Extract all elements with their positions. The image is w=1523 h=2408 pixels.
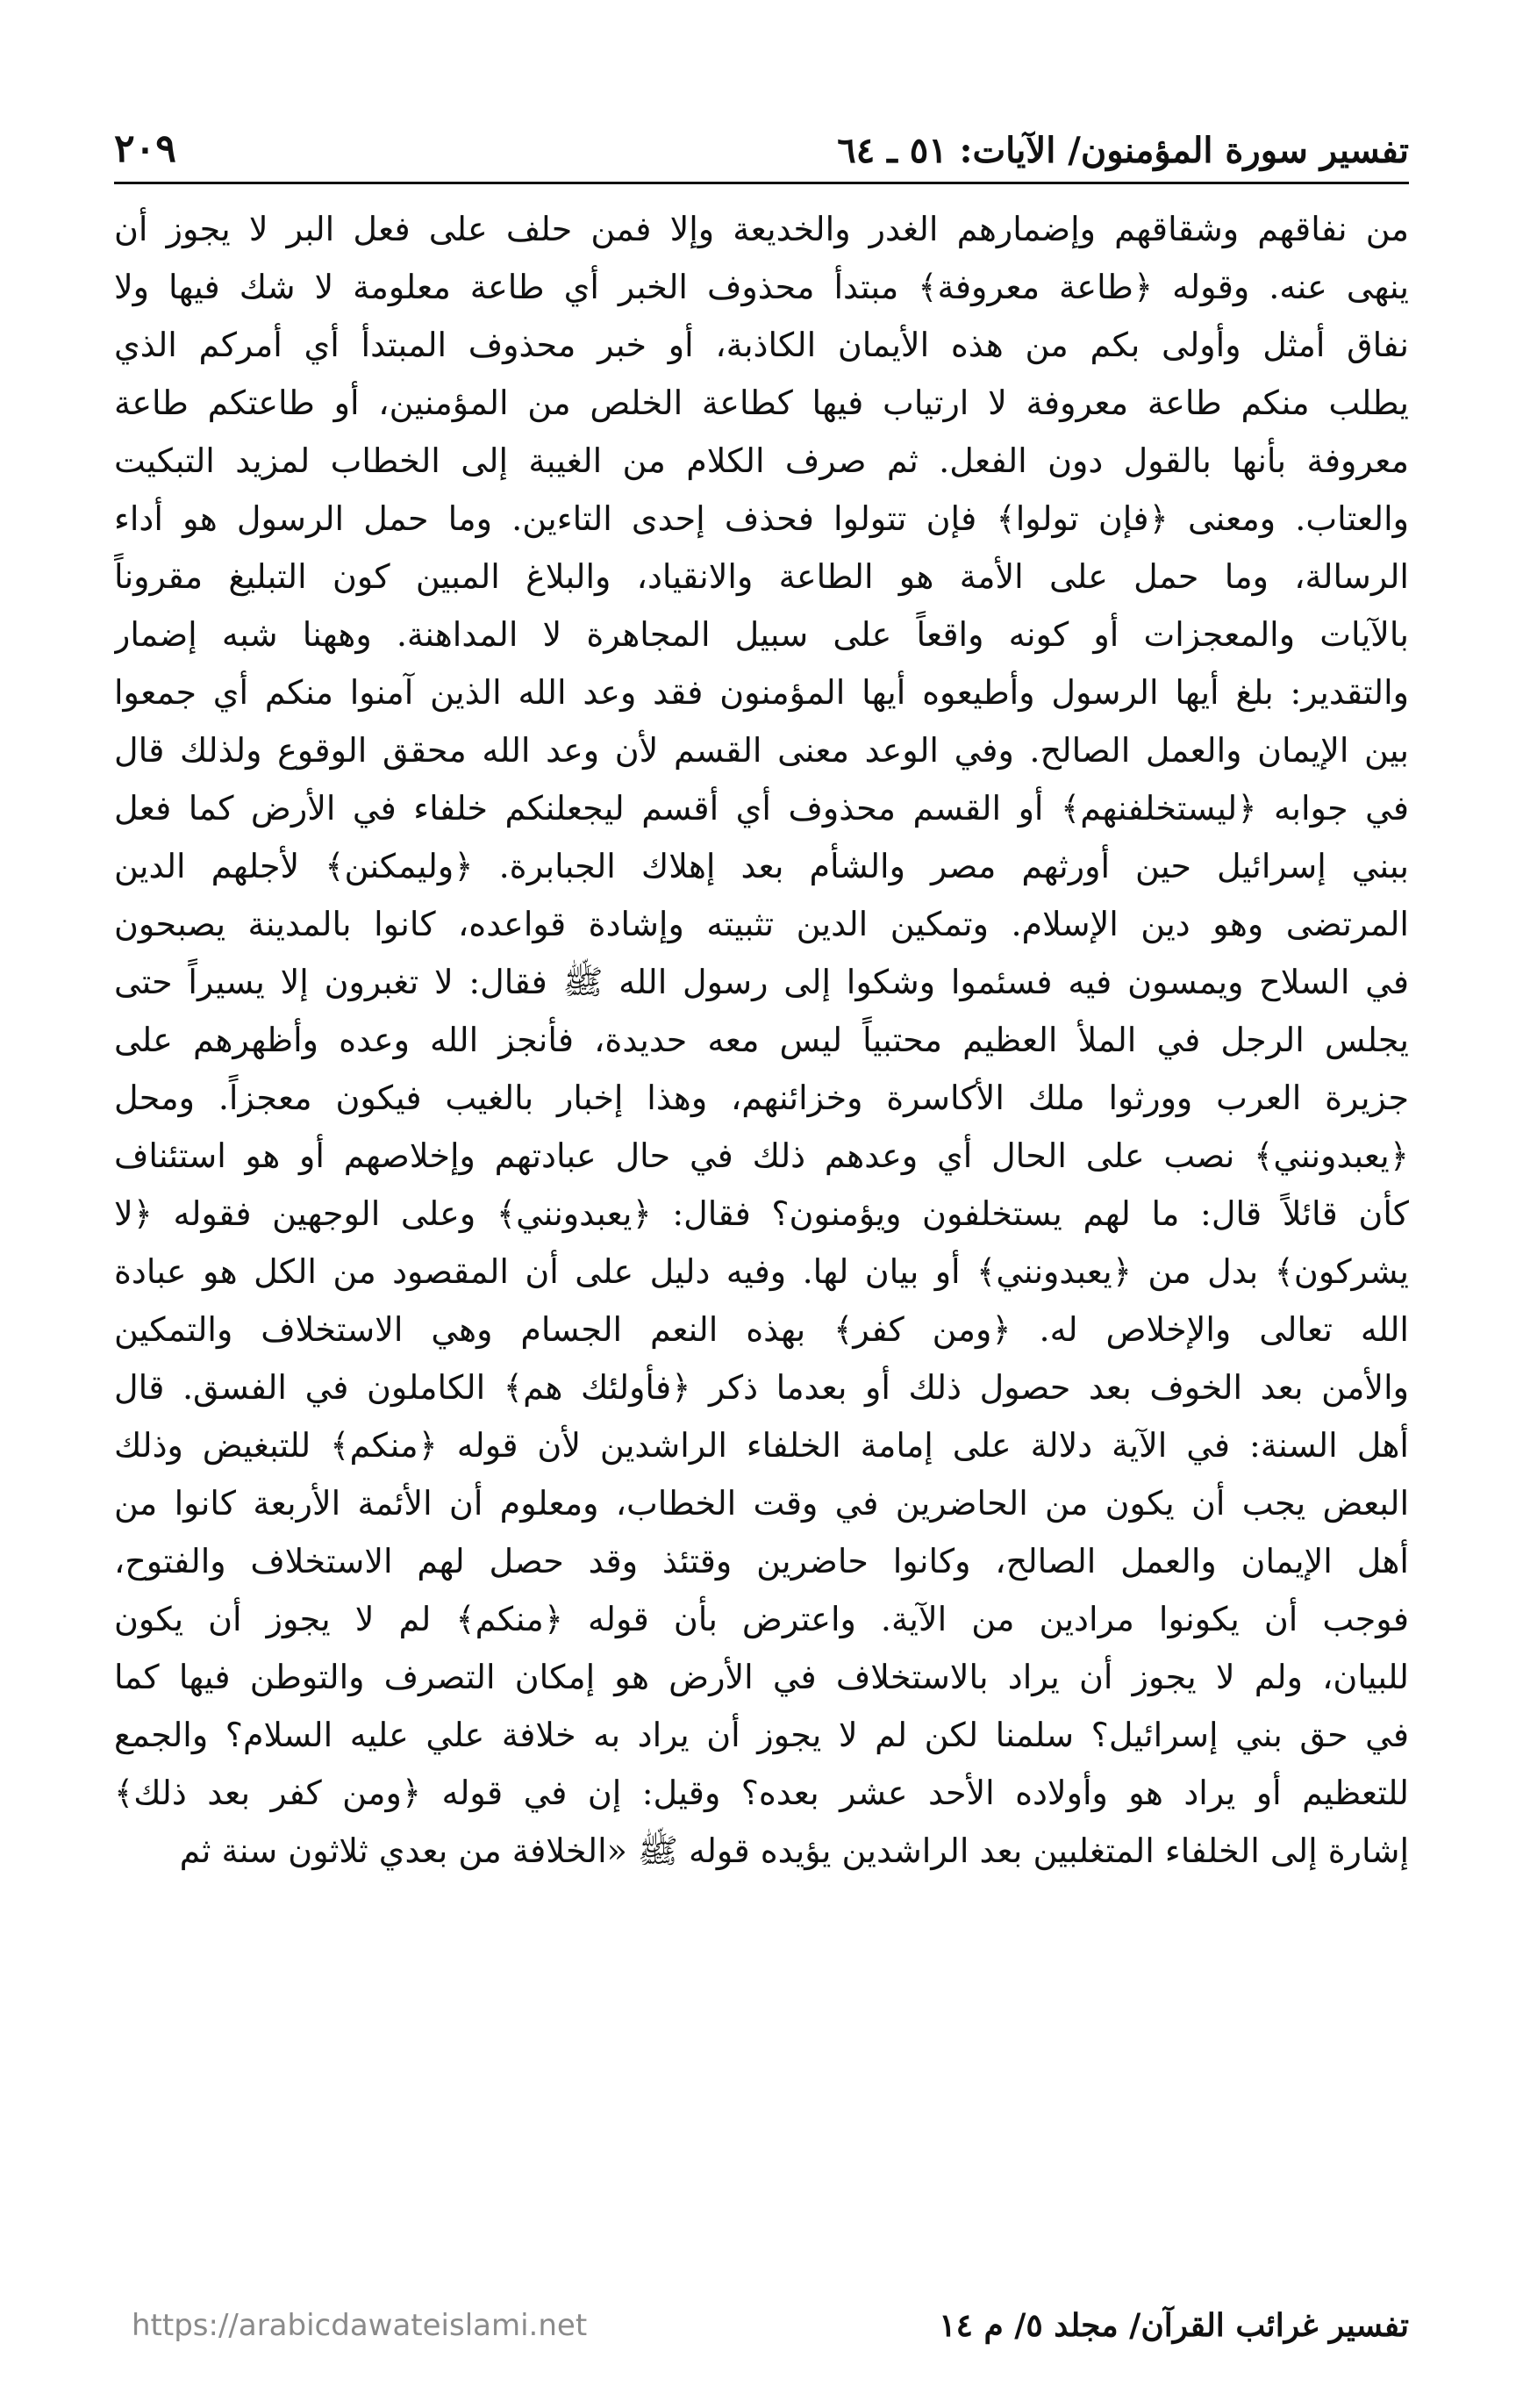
text-line: الله تعالى والإخلاص له. ﴿ومن كفر﴾ بهذه النعم الجسام وهي الاستخلاف والتمكين [114,1310,1409,1349]
text-line: ﴿يعبدونني﴾ نصب على الحال أي وعدهم ذلك في حال عبادتهم وإخلاصهم أو هو استئناف [114,1136,1409,1175]
text-line: معروفة بأنها بالقول دون الفعل. ثم صرف الكلام من الغيبة إلى الخطاب لمزيد التبكيت [114,441,1409,480]
text-line: كأن قائلاً قال: ما لهم يستخلفون ويؤمنون؟ فقال: ﴿يعبدونني﴾ وعلى الوجهين فقوله ﴿لا [114,1194,1409,1233]
book-page [114,110,1409,2356]
text-line: في جوابه ﴿ليستخلفنهم﴾ أو القسم محذوف أي أقسم ليجعلنكم خلفاء في الأرض كما فعل [114,789,1409,828]
text-line: جزيرة العرب وورثوا ملك الأكاسرة وخزائنهم، وهذا إخبار بالغيب فيكون معجزاً. ومحل [114,1079,1409,1117]
text-line: إشارة إلى الخلفاء المتغلبين بعد الراشدين يؤيده قوله ﷺ «الخلافة من بعدي ثلاثون سنة ثم [179,1831,1409,1870]
text-line: في السلاح ويمسون فيه فسئموا وشكوا إلى رسول الله ﷺ فقال: لا تغبرون إلا يسيراً حتى [114,963,1409,1001]
text-line: والأمن بعد الخوف بعد حصول ذلك أو بعدما ذكر ﴿فأولئك هم﴾ الكاملون في الفسق. قال [114,1368,1409,1407]
text-line: من نفاقهم وشقاقهم وإضمارهم الغدر والخديعة وإلا فمن حلف على فعل البر لا يجوز أن [114,210,1409,248]
text-line: ينهى عنه. وقوله ﴿طاعة معروفة﴾ مبتدأ محذوف الخبر أي طاعة معلومة لا شك فيها ولا [114,268,1409,306]
text-line: فوجب أن يكونوا مرادين من الآية. واعترض بأن قوله ﴿منكم﴾ لم لا يجوز أن يكون [114,1600,1409,1638]
text-line: بالآيات والمعجزات أو كونه واقعاً على سبيل المجاهرة لا المداهنة. وههنا شبه إضمار [114,615,1409,654]
page-footer [114,2295,1409,2356]
text-line: البعض يجب أن يكون من الحاضرين في وقت الخطاب، ومعلوم أن الأئمة الأربعة كانوا من [114,1484,1409,1523]
text-line: والعتاب. ومعنى ﴿فإن تولوا﴾ فإن تتولوا فحذف إحدى التاءين. وما حمل الرسول هو أداء [114,499,1409,538]
text-line: للتعظيم أو يراد هو وأولاده الأحد عشر بعده؟ وقيل: إن في قوله ﴿ومن كفر بعد ذلك﴾ [114,1774,1409,1812]
page-header [114,110,1409,178]
footer-book-title: تفسير غرائب القرآن/ مجلد ٥/ م ١٤ [939,2307,1409,2344]
running-title: تفسير سورة المؤمنون/ الآيات: ٥١ ـ ٦٤ [837,130,1409,171]
text-line: نفاق أمثل وأولى بكم من هذه الأيمان الكاذبة، أو خبر محذوف المبتدأ أي أمركم الذي [114,326,1409,364]
text-line: بين الإيمان والعمل الصالح. وفي الوعد معنى القسم لأن وعد الله محقق الوقوع ولذلك قال [114,731,1409,770]
text-line: للبيان، ولم لا يجوز أن يراد بالاستخلاف في الأرض هو إمكان التصرف والتوطن فيها كما [114,1658,1409,1696]
text-line: في حق بني إسرائيل؟ سلمنا لكن لم لا يجوز أن يراد به خلافة علي عليه السلام؟ والجمع [114,1716,1409,1754]
text-line: يجلس الرجل في الملأ العظيم محتبياً ليس معه حديدة، فأنجز الله وعده وأظهرهم على [114,1021,1409,1059]
text-line: يطلب منكم طاعة معروفة لا ارتياب فيها كطاعة الخلص من المؤمنين، أو طاعتكم طاعة [114,383,1409,422]
text-line: أهل السنة: في الآية دلالة على إمامة الخلفاء الراشدين لأن قوله ﴿منكم﴾ للتبغيض وذلك [114,1426,1409,1465]
watermark-url: https://arabicdawateislami.net [132,2308,588,2343]
text-line: يشركون﴾ بدل من ﴿يعبدونني﴾ أو بيان لها. وفيه دليل على أن المقصود من الكل هو عبادة [114,1252,1409,1291]
text-line: الرسالة، وما حمل على الأمة هو الطاعة والانقياد، والبلاغ المبين كون التبليغ مقروناً [114,557,1409,596]
page-number: ٢٠٩ [114,126,176,171]
text-line: والتقدير: بلغ أيها الرسول وأطيعوه أيها المؤمنون فقد وعد الله الذين آمنوا منكم أي جمعوا [114,673,1409,712]
text-line: ببني إسرائيل حين أورثهم مصر والشأم بعد إهلاك الجبابرة. ﴿وليمكنن﴾ لأجلهم الدين [114,847,1409,885]
text-line: أهل الإيمان والعمل الصالح، وكانوا حاضرين وقتئذ وقد حصل لهم الاستخلاف والفتوح، [114,1542,1409,1580]
header-rule [114,182,1409,184]
text-line: المرتضى وهو دين الإسلام. وتمكين الدين تثبيته وإشادة قواعده، كانوا بالمدينة يصبحون [114,905,1409,943]
body-text [114,200,1409,1880]
